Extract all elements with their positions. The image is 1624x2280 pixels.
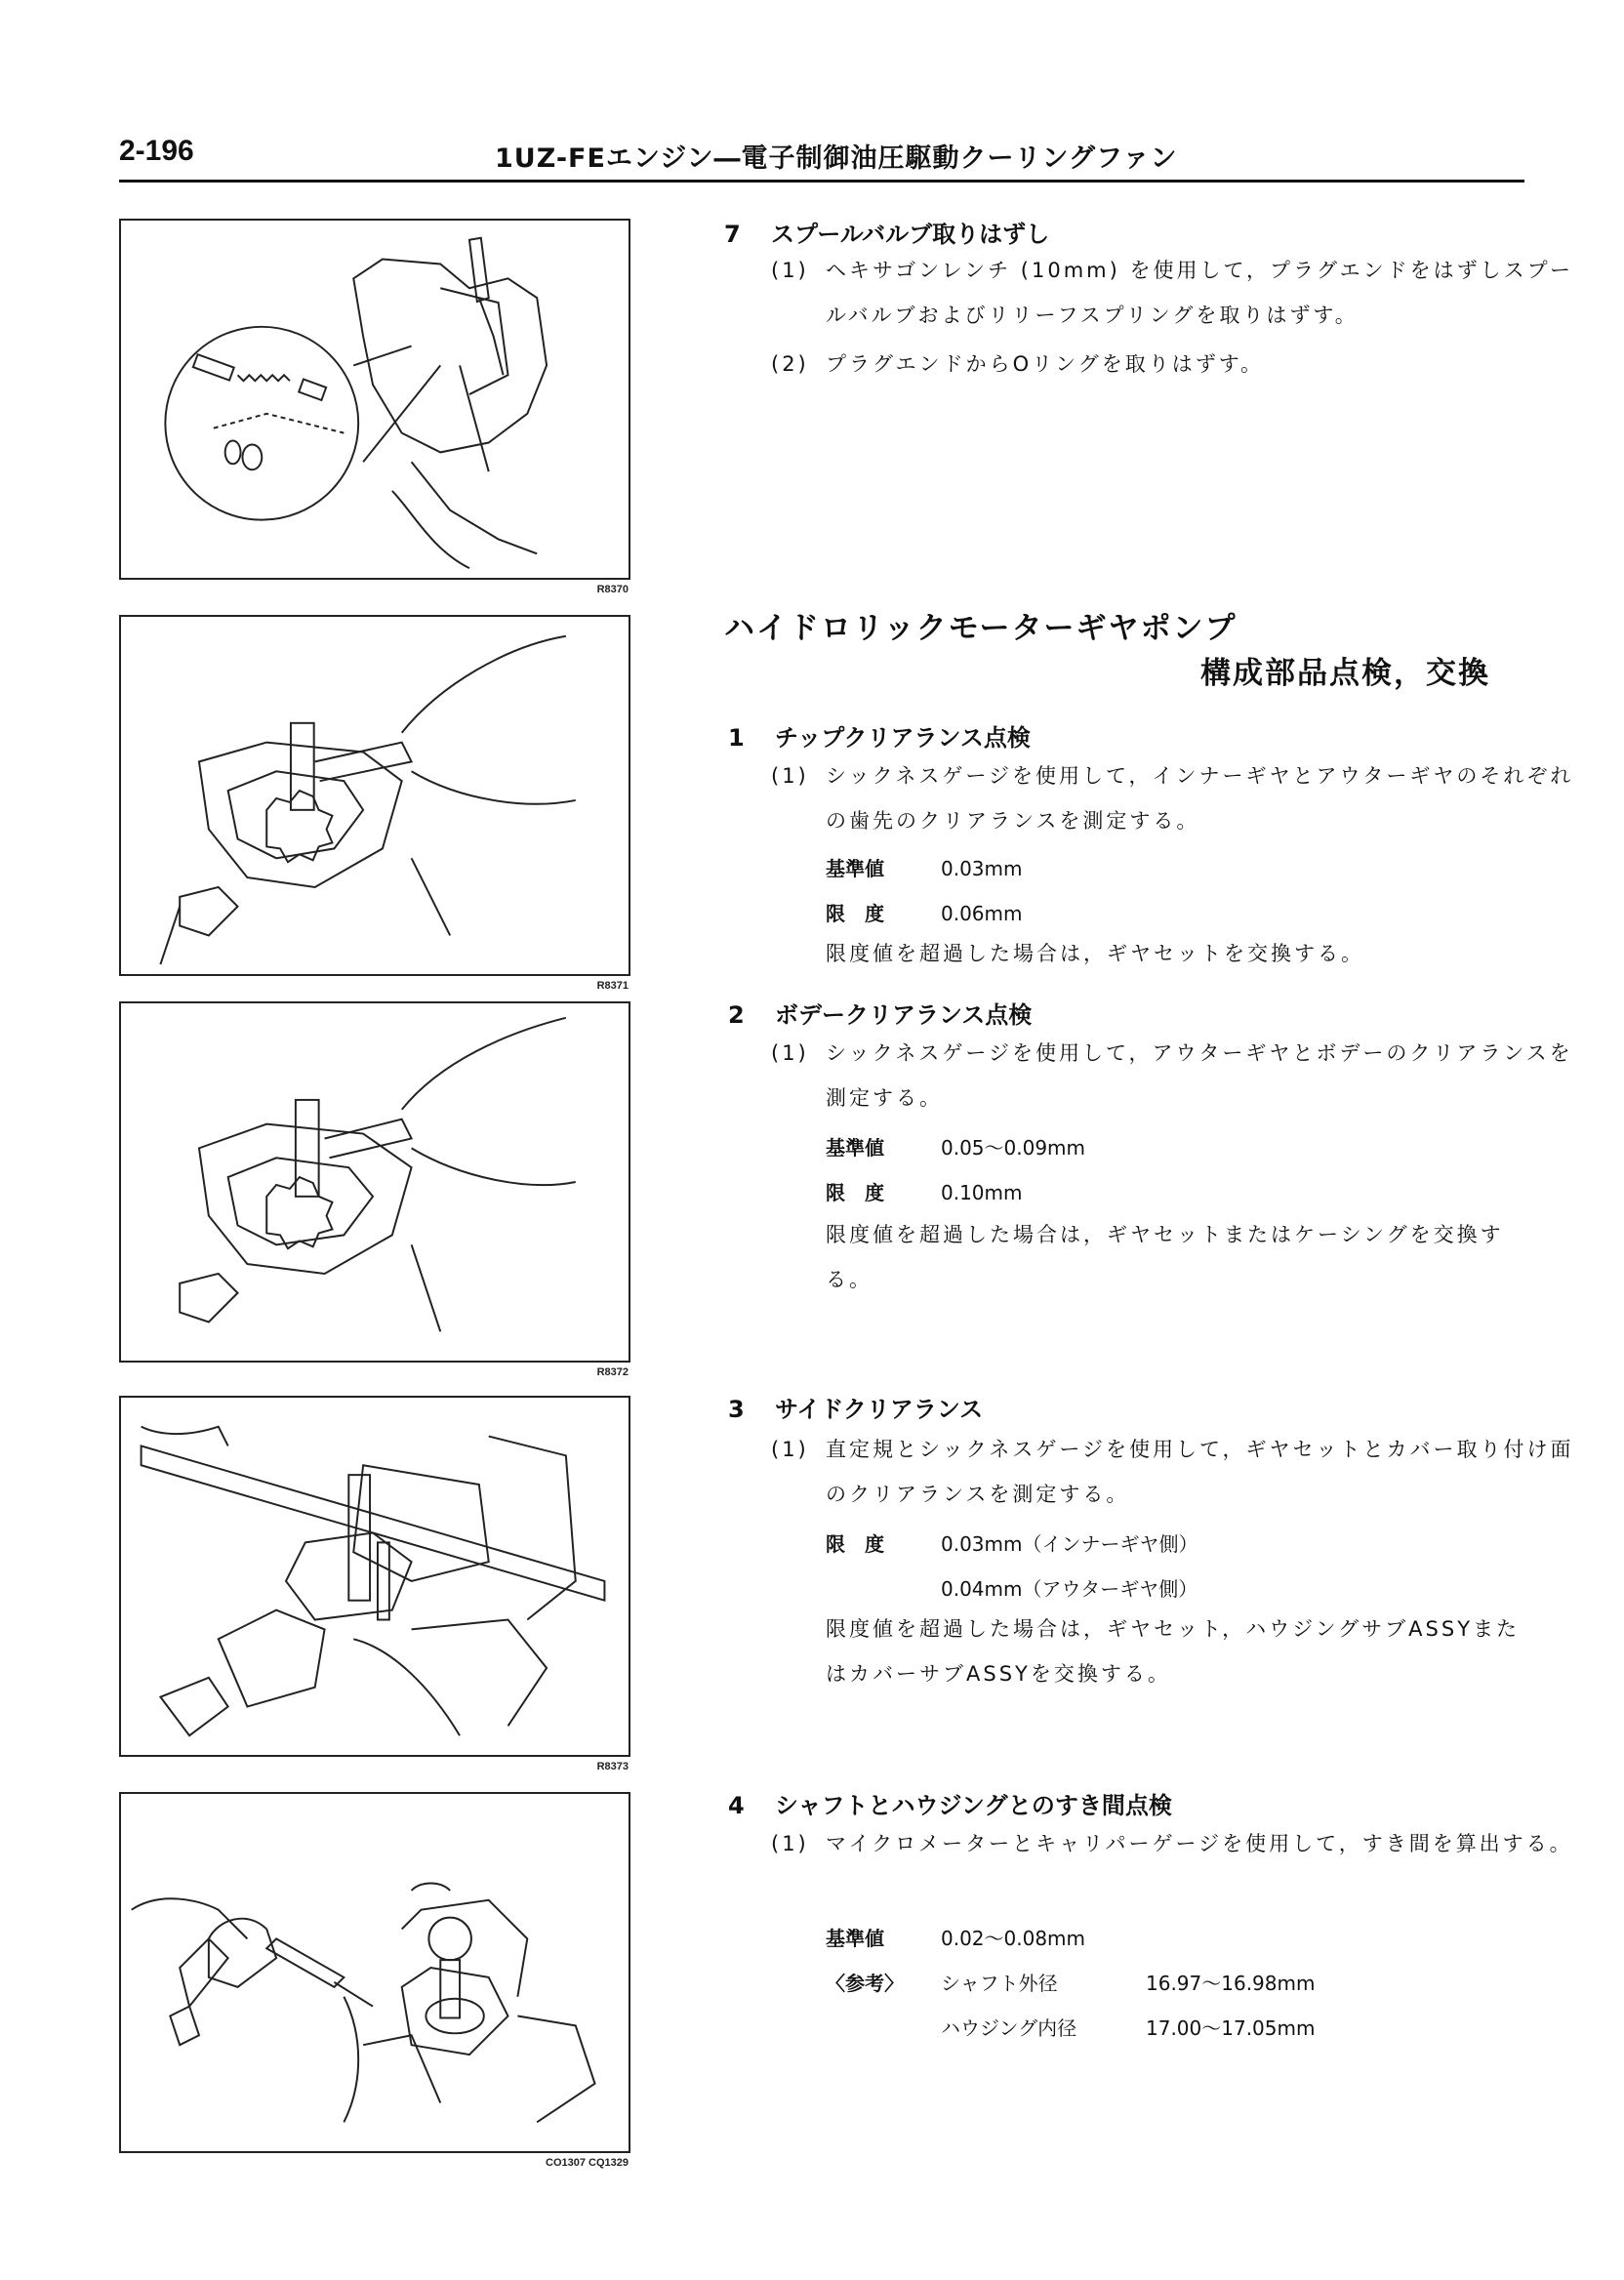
- section-title: ハイドロリックモーターギヤポンプ: [724, 611, 1238, 646]
- spec-label: 限 度: [826, 1532, 884, 1556]
- paragraph-number: (1): [771, 1438, 809, 1461]
- step-4-title: [728, 1786, 1172, 1820]
- step-number: 7: [724, 221, 741, 248]
- step-2-title: [728, 996, 1032, 1030]
- reference-label: 〈参考〉: [826, 1972, 904, 1995]
- note-text: 限度値を超過した場合は，ギヤセットを交換する。: [826, 942, 1364, 965]
- step-4-paragraph-1: [771, 1821, 1581, 1911]
- step-title-text: チップクリアランス点検: [775, 724, 1031, 752]
- side-clearance-illustration: [121, 1398, 629, 1755]
- step-7-title: [724, 215, 1049, 249]
- figure-tip-clearance: [119, 615, 630, 992]
- paragraph-text: プラグエンドからOリングを取りはずす。: [826, 352, 1265, 376]
- section-subtitle: 構成部品点検，交換: [1200, 656, 1490, 691]
- step-1-title: [728, 718, 1031, 753]
- figure-body-clearance: [119, 1001, 630, 1378]
- figure-code: R8370: [596, 584, 629, 595]
- paragraph-text: ヘキサゴンレンチ (10mm) を使用して，プラグエンドをはずしスプールバルブおよびリリーフスプリングを取りはずす。: [826, 259, 1574, 327]
- step-title-text: ボデークリアランス点検: [775, 1001, 1033, 1029]
- note-text: 限度値を超過した場合は，ギヤセット，ハウジングサブASSYまたはカバーサブASSYを交換する。: [826, 1617, 1521, 1686]
- step-3-limit-outer: [941, 1573, 1198, 1602]
- step-1-standard: [826, 853, 1023, 881]
- step-4-reference-shaft: [826, 1968, 1315, 1996]
- step-3-paragraph-1: [771, 1427, 1581, 1517]
- spec-label: 限 度: [826, 902, 884, 925]
- tip-clearance-illustration: [121, 617, 629, 974]
- spec-value: 0.03mm: [941, 857, 1023, 880]
- figure-spool-valve-removal: [119, 219, 630, 595]
- step-1-paragraph-1: [771, 753, 1581, 843]
- spec-value: 0.10mm: [941, 1181, 1023, 1204]
- reference-name: ハウジング内径: [941, 2016, 1077, 2040]
- step-3-note: [826, 1607, 1538, 1696]
- paragraph-text: シックネスゲージを使用して，アウターギヤとボデーのクリアランスを測定する。: [826, 1041, 1573, 1110]
- figure-code: R8371: [596, 980, 629, 992]
- paragraph-number: (1): [771, 764, 809, 788]
- step-2-paragraph-1: [771, 1031, 1581, 1120]
- step-4-standard: [826, 1923, 1085, 1951]
- step-2-note: [826, 1212, 1528, 1302]
- step-7-paragraph-1: [771, 248, 1581, 338]
- step-title-text: シャフトとハウジングとのすき間点検: [775, 1792, 1172, 1819]
- spool-valve-illustration: [121, 221, 629, 578]
- page-number: 2-196: [119, 135, 194, 167]
- step-number: 2: [728, 1001, 745, 1029]
- spec-label: 限 度: [826, 1181, 884, 1204]
- paragraph-number: (1): [771, 1832, 809, 1855]
- paragraph-number: (1): [771, 1041, 809, 1065]
- reference-name: シャフト外径: [941, 1972, 1058, 1995]
- step-4-reference-housing: [941, 2013, 1315, 2041]
- step-1-limit: [826, 898, 1023, 926]
- step-title-text: サイドクリアランス: [775, 1396, 984, 1423]
- step-7-paragraph-2: [771, 342, 1581, 387]
- page-title: 1UZ-FEエンジン―電子制御油圧駆動クーリングファン: [495, 143, 1178, 174]
- step-number: 4: [728, 1792, 745, 1819]
- note-text: 限度値を超過した場合は，ギヤセットまたはケーシングを交換する。: [826, 1223, 1504, 1291]
- body-clearance-illustration: [121, 1003, 629, 1361]
- figure-code: R8372: [596, 1366, 629, 1378]
- step-number: 3: [728, 1396, 745, 1423]
- spec-value: 0.04mm（アウターギヤ側）: [941, 1577, 1198, 1601]
- shaft-housing-illustration: [121, 1794, 629, 2151]
- paragraph-number: (2): [771, 352, 809, 376]
- spec-value: 0.06mm: [941, 902, 1023, 925]
- figure-code: R8373: [596, 1761, 629, 1772]
- step-title-text: スプールバルブ取りはずし: [771, 221, 1050, 248]
- reference-value: 17.00～17.05mm: [1146, 2016, 1316, 2040]
- reference-value: 16.97～16.98mm: [1146, 1972, 1316, 1995]
- paragraph-number: (1): [771, 259, 809, 282]
- step-3-title: [728, 1390, 983, 1424]
- step-2-standard: [826, 1132, 1085, 1160]
- spec-label: 基準値: [826, 1927, 884, 1950]
- figure-side-clearance: [119, 1396, 630, 1772]
- paragraph-text: 直定規とシックネスゲージを使用して，ギヤセットとカバー取り付け面のクリアランスを測定する。: [826, 1438, 1574, 1506]
- spec-value: 0.05～0.09mm: [941, 1136, 1086, 1160]
- spec-label: 基準値: [826, 1136, 884, 1160]
- step-number: 1: [728, 724, 745, 752]
- spec-value: 0.02～0.08mm: [941, 1927, 1086, 1950]
- step-3-limit: [826, 1528, 1198, 1557]
- page-header: [119, 133, 1524, 183]
- step-2-limit: [826, 1177, 1023, 1205]
- spec-value: 0.03mm（インナーギヤ側）: [941, 1532, 1198, 1556]
- figure-code: CO1307 CQ1329: [546, 2157, 629, 2169]
- paragraph-text: シックネスゲージを使用して，インナーギヤとアウターギヤのそれぞれの歯先のクリアランスを測定する。: [826, 764, 1574, 833]
- figure-shaft-housing-clearance: [119, 1792, 630, 2169]
- spec-label: 基準値: [826, 857, 884, 880]
- paragraph-text: マイクロメーターとキャリパーゲージを使用して，すき間を算出する。: [826, 1832, 1573, 1855]
- step-1-note: [826, 931, 1567, 976]
